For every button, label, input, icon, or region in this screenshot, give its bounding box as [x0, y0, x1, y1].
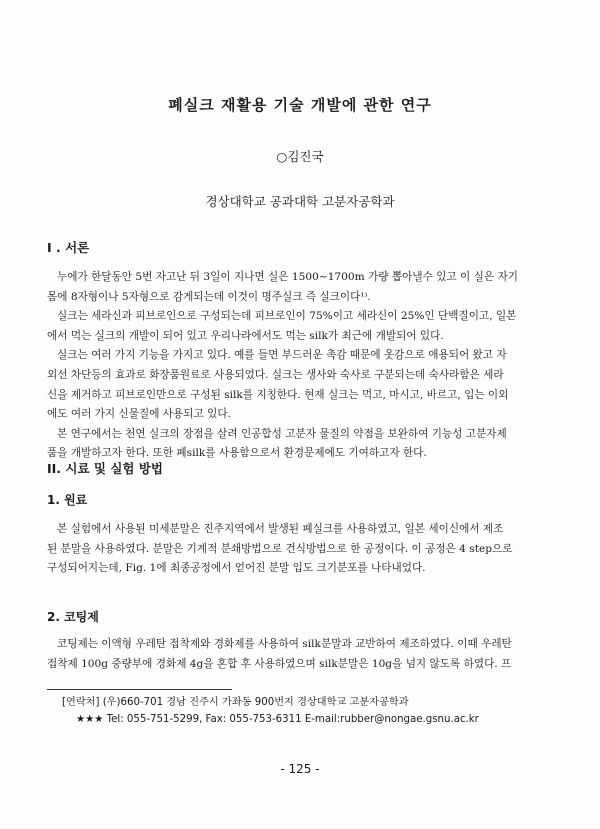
- text-line: 실크는 세라신과 피브로인으로 구성되는데 피브로인이 75%이고 세라신이 25%인 단백질이고, 일본: [57, 310, 517, 323]
- text-line: 코팅제는 이액형 우레탄 접착제와 경화제를 사용하여 silk분말과 교반하여 제조하였다. 이때 우레탄: [57, 638, 512, 650]
- subsection-heading-raw-material: 1. 원료: [47, 493, 88, 507]
- text-line: 본 연구에서는 천연 실크의 장점을 살려 인공합성 고분자 물질의 약점을 보완하여 기능성 고분자제: [57, 427, 507, 440]
- text-line: 된 분말을 사용하였다. 분말은 기계적 분쇄방법으로 건식방법으로 한 공정이다. 이 공정은 4 step으로: [47, 542, 513, 555]
- text-line: 누에가 한달동안 5번 자고난 뒤 3일이 지나면 실은 1500~1700m 가량 뽑아낼수 있고 이 실은 자기: [57, 271, 518, 283]
- text-line: 접착제 100g 중량부에 경화제 4g을 혼합 후 사용하였으며 silk분말은 10g을 넘지 않도록 하였다. 프: [47, 657, 512, 670]
- text-line: 품을 개발하고자 한다. 또한 폐silk를 사용함으로서 환경문제에도 기여하고자 한다.: [47, 447, 427, 460]
- text-line: 에도 여러 가지 신물질에 사용되고 있다.: [47, 408, 231, 421]
- page-number: - 125 -: [280, 762, 320, 776]
- footnote-contact: ★★★ Tel: 055-751-5299, Fax: 055-753-6311 E-mail:rubber@nongae.gsnu.ac.kr: [76, 714, 479, 725]
- paper-title: 폐실크 재활용 기술 개발에 관한 연구: [168, 96, 432, 114]
- coating-paragraph: [47, 635, 557, 674]
- footnote-divider: [47, 689, 232, 690]
- text-line: 에서 먹는 실크의 개발이 되어 있고 우리나라에서도 먹는 silk가 최근에 개발되어 있다.: [47, 329, 444, 342]
- raw-material-paragraph: [47, 520, 557, 579]
- footnote-address: [연락처] (우)660-701 경남 진주시 가좌동 900번지 경상대학교 고분자공학과: [62, 697, 409, 708]
- section-heading-introduction: I . 서론: [47, 240, 90, 255]
- subsection-heading-coating: 2. 코팅제: [47, 610, 99, 624]
- text-line: 신을 제거하고 피브로인만으로 구성된 silk를 지칭한다. 현재 실크는 먹고, 마시고, 바르고, 입는 이외: [47, 388, 509, 401]
- contact-footnote: [62, 694, 562, 728]
- author-name: ○김진국: [276, 149, 324, 164]
- introduction-paragraph: [47, 268, 557, 464]
- text-line: 본 실험에서 사용된 미세분말은 진주지역에서 발생된 폐실크를 사용하였고, 일본 세이신에서 제조: [57, 523, 504, 535]
- section-heading-materials-methods: II. 시료 및 실험 방법: [47, 461, 163, 476]
- author-affiliation: 경상대학교 공과대학 고분자공학과: [205, 194, 395, 209]
- text-line: 몸에 8자형이나 5자형으로 감게되는데 이것이 명주실크 즉 실크이다¹⁾.: [47, 290, 371, 303]
- text-line: 외선 차단등의 효과로 화장품원료로 사용되었다. 실크는 생사와 숙사로 구분되는데 숙사라함은 세라: [47, 368, 504, 381]
- text-line: 구성되어지는데, Fig. 1에 최종공정에서 얻어진 분말 입도 크기분포를 나타내었다.: [47, 562, 426, 575]
- text-line: 실크는 여러 가지 기능을 가지고 있다. 예를 들면 부드러운 촉감 때문에 옷감으로 애용되어 왔고 자: [57, 349, 507, 362]
